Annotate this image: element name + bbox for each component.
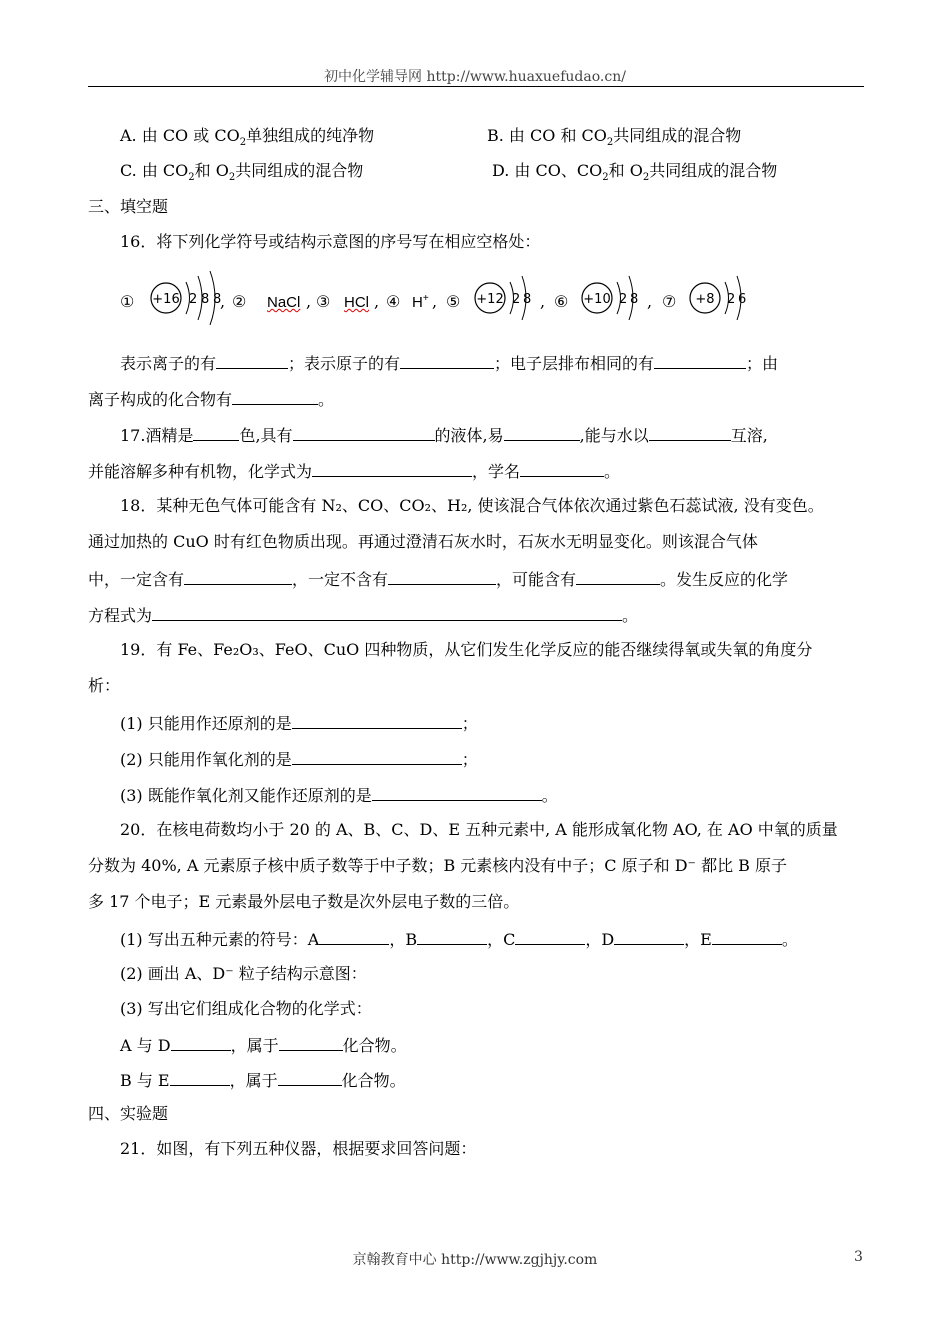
blank-ionic-compounds[interactable]	[232, 387, 318, 405]
blank-ad-type[interactable]	[279, 1033, 343, 1051]
blank-equations[interactable]	[152, 603, 622, 621]
header-rule	[88, 86, 864, 87]
q19-line1: 19．有 Fe、Fe₂O₃、FeO、CuO 四种物质，从它们发生化学反应的能否继续得氧或失氧的角度分	[120, 640, 813, 659]
page-number: 3	[854, 1249, 863, 1265]
nucleus-5: +12	[476, 292, 504, 307]
page-footer: 京翰教育中心 http://www.zgjhjy.com	[352, 1252, 598, 1268]
q20-line2: 分数为 40%, A 元素原子核中质子数等于中子数；B 元素核内没有中子；C 原子和 D⁻ 都比 B 原子	[88, 856, 788, 875]
shell-6-2: 8	[630, 292, 639, 307]
q20-part1: (1) 写出五种元素的符号：A ，B ，C ，D ，E 。	[120, 927, 798, 951]
nacl-formula: NaCl	[267, 294, 301, 311]
item-1-label: ①	[120, 292, 135, 311]
q16-stem: 16．将下列化学符号或结构示意图的序号写在相应空格处：	[120, 232, 541, 251]
nucleus-1: +16	[152, 292, 180, 307]
atom-structure-6	[579, 268, 649, 330]
shell-1-1: 2	[189, 292, 198, 307]
q18-line2: 通过加热的 CuO 时有红色物质出现。再通过澄清石灰水时，石灰水无明显变化。则该混合气体	[88, 532, 758, 551]
item-5-label: ⑤	[446, 292, 461, 311]
blank-must-contain[interactable]	[184, 567, 292, 585]
blank-may-contain[interactable]	[576, 567, 660, 585]
atom-structure-5	[472, 268, 542, 330]
q18-line3: 中，一定含有 ，一定不含有 ，可能含有 。发生反应的化学	[88, 567, 788, 591]
blank-color[interactable]	[193, 423, 239, 441]
shell-5-2: 8	[523, 292, 532, 307]
q16-line1: 表示离子的有 ；表示原子的有 ；电子层排布相同的有 ；由	[120, 351, 778, 375]
blank-scientific-name[interactable]	[520, 459, 604, 477]
blank-odor[interactable]	[293, 423, 435, 441]
q19-part2: (2) 只能用作氧化剂的是 ；	[120, 747, 478, 771]
q19-part3: (3) 既能作氧化剂又能作还原剂的是 。	[120, 783, 558, 807]
item-7-label: ⑦	[662, 292, 677, 311]
hcl-formula: HCl	[344, 294, 369, 311]
option-b: B. 由 CO 和 $CO_2$共同组成的混合物	[487, 126, 742, 149]
option-c: C. 由 $CO_2$和 $O_2$共同组成的混合物	[120, 161, 364, 184]
blank-ratio[interactable]	[649, 423, 731, 441]
item-6-label: ⑥	[554, 292, 569, 311]
blank-must-not-contain[interactable]	[388, 567, 496, 585]
shell-1-3: 8	[213, 292, 222, 307]
item-4-label: ④	[386, 292, 401, 311]
option-a: A. 由 CO 或 $CO_2$单独组成的纯净物	[120, 126, 375, 149]
h-ion-formula: H+	[412, 293, 429, 311]
q18-line4: 方程式为 。	[88, 603, 638, 627]
blank-element-c[interactable]	[515, 927, 585, 945]
blank-element-e[interactable]	[712, 927, 782, 945]
shell-7-1: 2	[727, 292, 736, 307]
blank-oxidizer-only[interactable]	[292, 747, 462, 765]
shell-1-2: 8	[201, 292, 210, 307]
item-2-label: ②	[232, 292, 247, 311]
blank-element-a[interactable]	[319, 927, 389, 945]
q20-a-with-d: A 与 D ，属于 化合物。	[120, 1033, 407, 1057]
blank-ions[interactable]	[216, 351, 288, 369]
blank-atoms[interactable]	[400, 351, 494, 369]
blank-be-formula[interactable]	[170, 1068, 230, 1086]
q16-line2: 离子构成的化合物有 。	[88, 387, 334, 411]
shell-6-1: 2	[619, 292, 628, 307]
section-heading-experiment: 四、实验题	[88, 1104, 169, 1123]
blank-ad-formula[interactable]	[171, 1033, 231, 1051]
nucleus-6: +10	[583, 292, 611, 307]
section-heading-fill-in: 三、填空题	[88, 197, 169, 216]
atom-structure-7	[687, 268, 757, 330]
q19-part1: (1) 只能用作还原剂的是 ；	[120, 711, 478, 735]
q21-stem: 21．如图，有下列五种仪器，根据要求回答问题：	[120, 1139, 477, 1158]
blank-formula[interactable]	[312, 459, 472, 477]
q17-line2: 并能溶解多种有机物，化学式为 ，学名 。	[88, 459, 620, 483]
blank-reducer-only[interactable]	[292, 711, 462, 729]
blank-element-b[interactable]	[417, 927, 487, 945]
q19-line2: 析：	[88, 676, 121, 695]
blank-same-shells[interactable]	[654, 351, 746, 369]
q20-line3: 多 17 个电子；E 元素最外层电子数是次外层电子数的三倍。	[88, 892, 520, 911]
blank-element-d[interactable]	[614, 927, 684, 945]
shell-5-1: 2	[512, 292, 521, 307]
q18-line1: 18．某种无色气体可能含有 N₂、CO、CO₂、H₂, 使该混合气体依次通过紫色石蕊试液, 没有变色。	[120, 496, 824, 515]
item-3-label: ③	[316, 292, 331, 311]
option-d: D. 由 CO、$CO_2$和 $O_2$共同组成的混合物	[492, 161, 778, 184]
page-header: 初中化学辅导网 http://www.huaxuefudao.cn/	[324, 69, 626, 85]
q17-line1: 17.酒精是 色,具有 的液体,易 ,能与水以 互溶,	[120, 423, 768, 447]
shell-7-2: 6	[738, 292, 747, 307]
q20-line1: 20．在核电荷数均小于 20 的 A、B、C、D、E 五种元素中, A 能形成氧化物 AO, 在 AO 中氧的质量	[120, 820, 838, 839]
blank-both[interactable]	[372, 783, 542, 801]
nucleus-7: +8	[695, 292, 715, 307]
blank-be-type[interactable]	[278, 1068, 342, 1086]
q20-part3: (3) 写出它们组成化合物的化学式：	[120, 999, 372, 1018]
q20-part2: (2) 画出 A、D⁻ 粒子结构示意图：	[120, 964, 367, 983]
q20-b-with-e: B 与 E ，属于 化合物。	[120, 1068, 406, 1092]
blank-property[interactable]	[504, 423, 580, 441]
